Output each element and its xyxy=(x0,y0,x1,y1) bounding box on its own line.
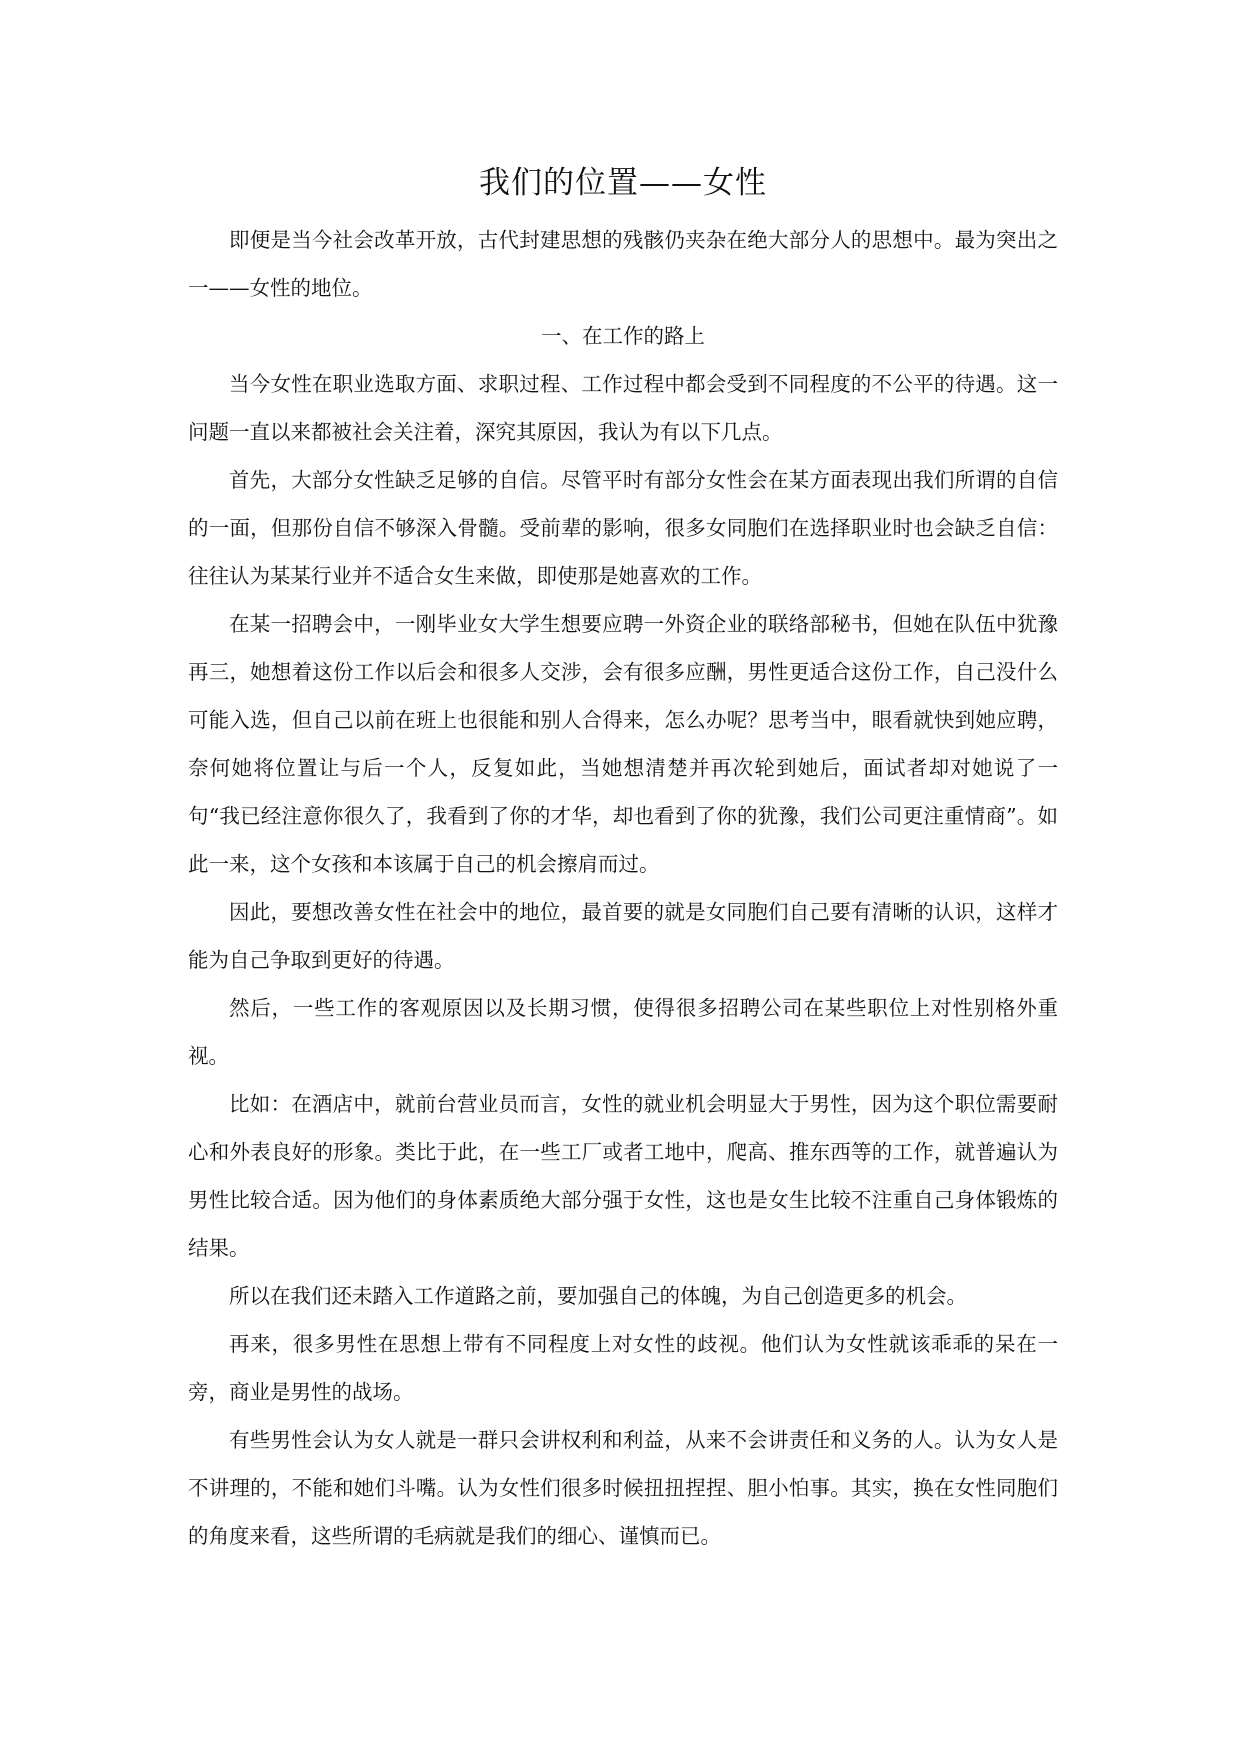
paragraph: 再来，很多男性在思想上带有不同程度上对女性的歧视。他们认为女性就该乖乖的呆在一旁，商业是男性的战场。 xyxy=(188,1332,1058,1404)
paragraph: 比如：在酒店中，就前台营业员而言，女性的就业机会明显大于男性，因为这个职位需要耐心和外表良好的形象。类比于此，在一些工厂或者工地中，爬高、推东西等的工作，就普遍认为男性比较合适。因为他们的身体素质绝大部分强于女性，这也是女生比较不注重自己身体锻炼的结果。 xyxy=(188,1092,1058,1260)
document-body xyxy=(188,150,1058,1560)
paragraph: 当今女性在职业选取方面、求职过程、工作过程中都会受到不同程度的不公平的待遇。这一问题一直以来都被社会关注着，深究其原因，我认为有以下几点。 xyxy=(188,372,1058,444)
paragraph: 在某一招聘会中，一刚毕业女大学生想要应聘一外资企业的联络部秘书，但她在队伍中犹豫再三，她想着这份工作以后会和很多人交涉，会有很多应酬，男性更适合这份工作，自己没什么可能入选，但自己以前在班上也很能和别人合得来，怎么办呢？思考当中，眼看就快到她应聘，奈何她将位置让与后一个人，反复如此，当她想清楚并再次轮到她后，面试者却对她说了一句“我已经注意你很久了，我看到了你的才华，却也看到了你的犹豫，我们公司更注重情商”。如此一来，这个女孩和本该属于自己的机会擦肩而过。 xyxy=(188,612,1058,876)
document-title: 我们的位置——女性 xyxy=(479,165,767,201)
paragraph: 然后，一些工作的客观原因以及长期习惯，使得很多招聘公司在某些职位上对性别格外重视。 xyxy=(188,996,1058,1068)
paragraph: 所以在我们还未踏入工作道路之前，要加强自己的体魄，为自己创造更多的机会。 xyxy=(229,1284,967,1308)
section-heading: 一、在工作的路上 xyxy=(541,324,705,348)
paragraph: 首先，大部分女性缺乏足够的自信。尽管平时有部分女性会在某方面表现出我们所谓的自信的一面，但那份自信不够深入骨髓。受前辈的影响，很多女同胞们在选择职业时也会缺乏自信：往往认为某某行业并不适合女生来做，即使那是她喜欢的工作。 xyxy=(188,468,1058,588)
paragraph: 有些男性会认为女人就是一群只会讲权利和利益，从来不会讲责任和义务的人。认为女人是不讲理的，不能和她们斗嘴。认为女性们很多时候扭扭捏捏、胆小怕事。其实，换在女性同胞们的角度来看，这些所谓的毛病就是我们的细心、谨慎而已。 xyxy=(188,1428,1058,1548)
paragraph: 因此，要想改善女性在社会中的地位，最首要的就是女同胞们自己要有清晰的认识，这样才能为自己争取到更好的待遇。 xyxy=(188,900,1058,972)
intro-paragraph: 即便是当今社会改革开放，古代封建思想的残骸仍夹杂在绝大部分人的思想中。最为突出之一——女性的地位。 xyxy=(188,228,1058,300)
